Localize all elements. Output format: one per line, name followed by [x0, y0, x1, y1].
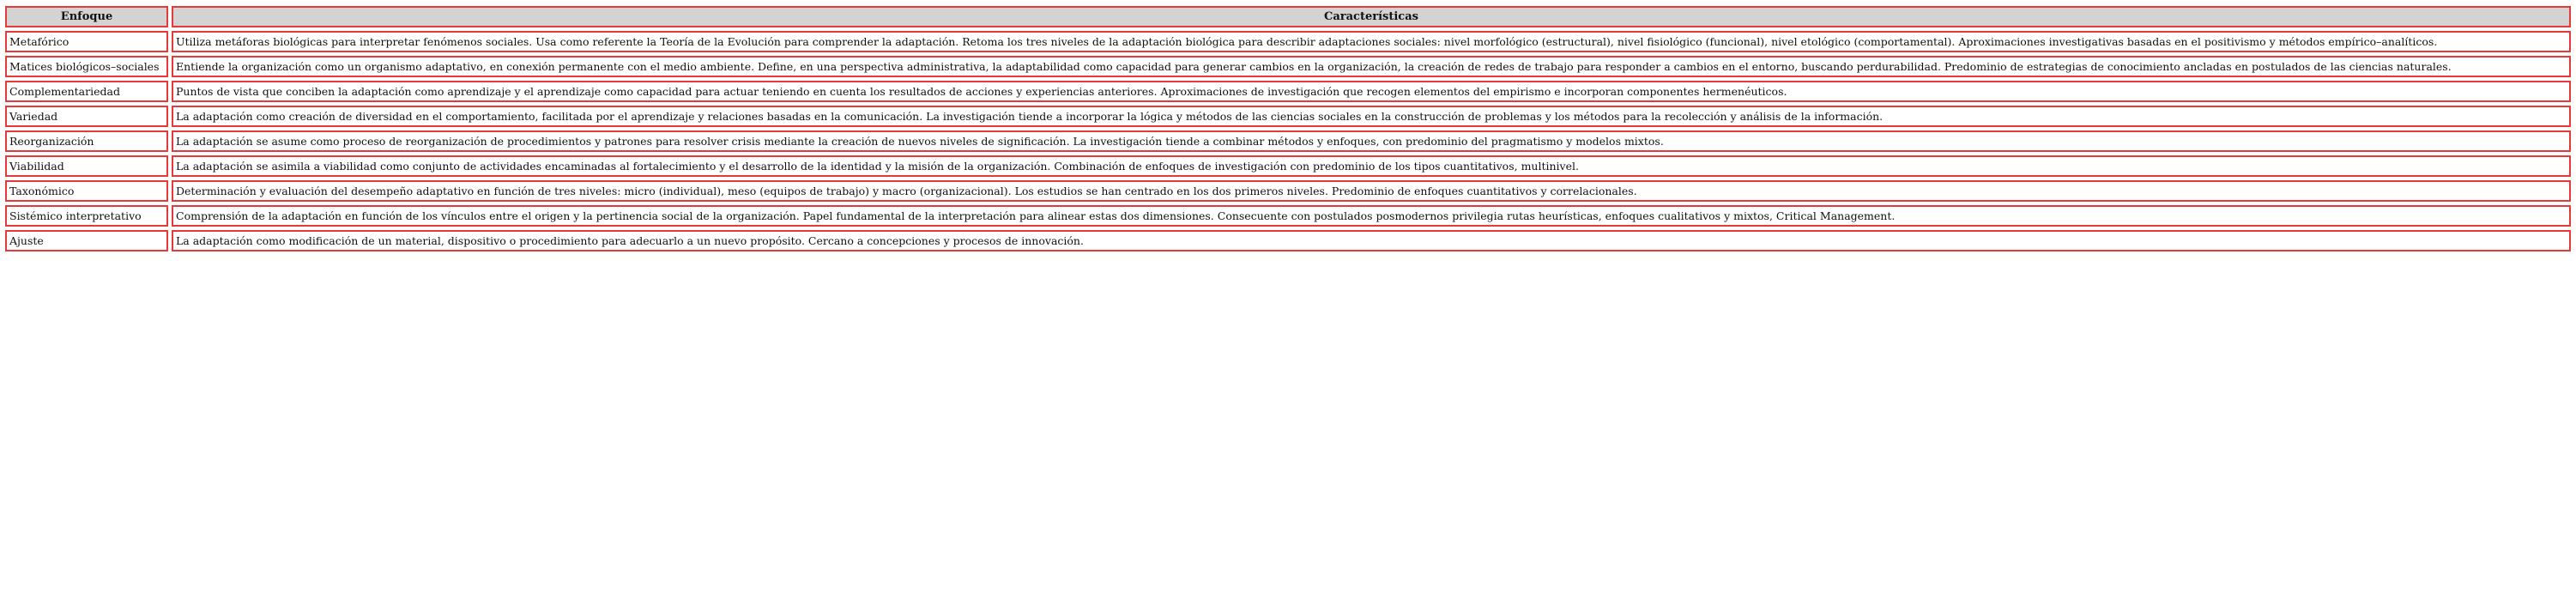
enfoque-cell: Matices biológicos–sociales — [5, 56, 168, 77]
caracteristicas-cell: Comprensión de la adaptación en función de los vínculos entre el origen y la pertinencia social de la organización. Papel fundamental de la interpretación para alinear estas dos dimensiones. Consecuente con postulados posmodernos privilegia rutas heurísticas, enfoques cualitativos y mixtos, Critical Management. — [172, 205, 2571, 227]
table-row — [5, 130, 2571, 152]
table-row — [5, 56, 2571, 77]
enfoque-cell: Reorganización — [5, 130, 168, 152]
caracteristicas-cell: La adaptación como creación de diversidad en el comportamiento, facilitada por el aprendizaje y relaciones basadas en la comunicación. La investigación tiende a incorporar la lógica y métodos de las ciencias sociales en la construcción de problemas y los métodos para la recolección y análisis de la información. — [172, 106, 2571, 127]
caracteristicas-cell: Entiende la organización como un organismo adaptativo, en conexión permanente con el medio ambiente. Define, en una perspectiva administrativa, la adaptabilidad como capacidad para generar cambios en la organización, la creación de redes de trabajo para responder a cambios en el entorno, buscando perdurabilidad. Predominio de estrategias de conocimiento ancladas en postulados de las ciencias naturales. — [172, 56, 2571, 77]
table-row — [5, 31, 2571, 52]
caracteristicas-cell: Determinación y evaluación del desempeño adaptativo en función de tres niveles: micro (individual), meso (equipos de trabajo) y macro (organizacional). Los estudios se han centrado en los dos primeros niveles. Predominio de enfoques cuantitativos y correlacionales. — [172, 180, 2571, 202]
enfoque-cell: Metafórico — [5, 31, 168, 52]
caracteristicas-cell: La adaptación como modificación de un material, dispositivo o procedimiento para adecuarlo a un nuevo propósito. Cercano a concepciones y procesos de innovación. — [172, 230, 2571, 251]
enfoque-cell: Variedad — [5, 106, 168, 127]
table-row — [5, 155, 2571, 177]
enfoque-cell: Viabilidad — [5, 155, 168, 177]
enfoque-cell: Ajuste — [5, 230, 168, 251]
enfoques-table — [2, 3, 2574, 255]
caracteristicas-cell: La adaptación se asume como proceso de reorganización de procedimientos y patrones para resolver crisis mediante la creación de nuevos niveles de significación. La investigación tiende a combinar métodos y enfoques, con predominio del pragmatismo y modelos mixtos. — [172, 130, 2571, 152]
caracteristicas-cell: Puntos de vista que conciben la adaptación como aprendizaje y el aprendizaje como capacidad para actuar teniendo en cuenta los resultados de acciones y experiencias anteriores. Aproximaciones de investigación que recogen elementos del empirismo e incorporan componentes hermenéuticos. — [172, 81, 2571, 102]
table-row — [5, 180, 2571, 202]
column-header-enfoque: Enfoque — [5, 6, 168, 27]
column-header-caracteristicas: Características — [172, 6, 2571, 27]
enfoque-cell: Complementariedad — [5, 81, 168, 102]
table-row — [5, 230, 2571, 251]
enfoque-cell: Taxonómico — [5, 180, 168, 202]
table-row — [5, 205, 2571, 227]
caracteristicas-cell: La adaptación se asimila a viabilidad como conjunto de actividades encaminadas al fortalecimiento y el desarrollo de la identidad y la misión de la organización. Combinación de enfoques de investigación con predominio de los tipos cuantitativos, multinivel. — [172, 155, 2571, 177]
table-row — [5, 106, 2571, 127]
table-header-row — [5, 6, 2571, 27]
enfoque-cell: Sistémico interpretativo — [5, 205, 168, 227]
caracteristicas-cell: Utiliza metáforas biológicas para interpretar fenómenos sociales. Usa como referente la Teoría de la Evolución para comprender la adaptación. Retoma los tres niveles de la adaptación biológica para describir adaptaciones sociales: nivel morfológico (estructural), nivel fisiológico (funcional), nivel etológico (comportamental). Aproximaciones investigativas basadas en el positivismo y métodos empírico–analíticos. — [172, 31, 2571, 52]
table-row — [5, 81, 2571, 102]
